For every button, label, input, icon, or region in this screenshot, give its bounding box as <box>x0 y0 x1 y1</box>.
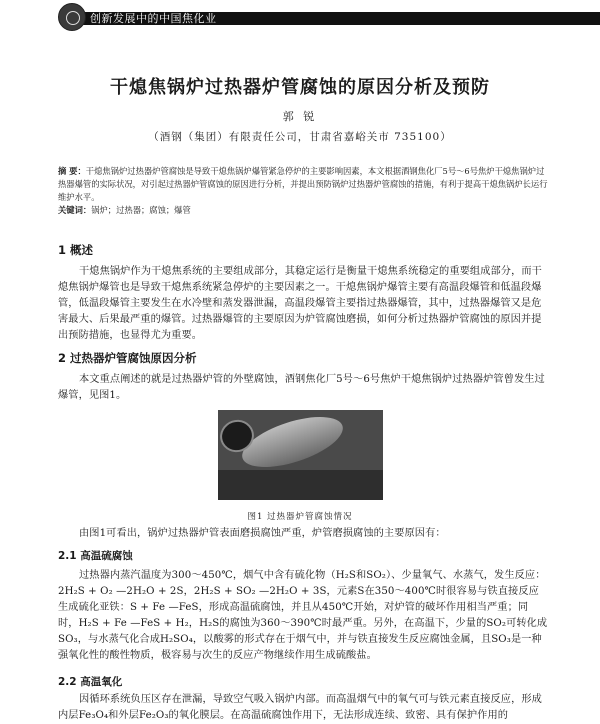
section-2-paragraph: 本文重点阐述的就是过热器炉管的外壁腐蚀，酒钢焦化厂5号～6号焦炉干熄焦锅炉过热器炉管曾发生过爆管，见图1。 <box>58 374 545 401</box>
abstract-label: 摘 要： <box>58 166 86 176</box>
section-1-heading: 1 概述 <box>58 243 94 257</box>
section-2-2-heading: 2.2 高温氧化 <box>58 676 123 688</box>
figure-1-caption: 图1 过热器炉管腐蚀情况 <box>247 512 353 522</box>
abstract <box>58 165 548 217</box>
journal-name: 创新发展中的中国焦化业 <box>90 12 217 25</box>
section-2-paragraph-2: 由图1可看出，锅炉过热器炉管表面磨损腐蚀严重，炉管磨损腐蚀的主要原因有： <box>79 528 446 539</box>
section-2-heading: 2 过热器炉管腐蚀原因分析 <box>58 351 197 365</box>
author: 郭 锐 <box>282 110 318 123</box>
journal-logo-icon <box>58 3 86 31</box>
paper-title: 干熄焦锅炉过热器炉管腐蚀的原因分析及预防 <box>110 77 490 98</box>
figure-background <box>218 470 383 500</box>
section-1-paragraph: 干熄焦锅炉作为干熄焦系统的主要组成部分，其稳定运行是衡量干熄焦系统稳定的重要组成部分，而干熄焦锅炉爆管也是导致干熄焦系统紧急停炉的主要因素之一。干熄焦锅炉爆管主要有高温段爆管和低温段爆管，低温段爆管主要发生在水冷壁和蒸发器泄漏，高温段爆管主要指过热器爆管，其中，过热器爆管又是危害最大、后果最严重的爆管。过热器爆管的主要原因为炉管腐蚀磨损，如何分析过热器炉管腐蚀的原因并提出预防措施，也显得尤为重要。 <box>58 266 542 341</box>
keywords: 锅炉；过热器；腐蚀；爆管 <box>91 205 191 215</box>
section-2-2-paragraph: 因循环系统负压区存在泄漏，导致空气吸入锅炉内部。而高温烟气中的氧气可与铁元素直接反应，形成内层Fe₃O₄和外层Fe₂O₃的氧化膜层。在高温硫腐蚀作用下，无法形成连续、致密、具有保护作用的 <box>58 694 542 721</box>
section-2-1-paragraph: 过热器内蒸汽温度为300～450℃，烟气中含有硫化物（H₂S和SO₂）、少量氧气、水蒸气，发生反应：2H₂S + O₂ —2H₂O + 2S，2H₂S + SO₂ —2H₂O + 3S，元素S在350～400℃时很容易与铁直接反应生成硫化亚铁：S + Fe —FeS，形成高温硫腐蚀，并且从450℃开始，对炉管的破坏作用相当严重；同时，H₂S + Fe —FeS + H₂，H₂S的腐蚀为360～390℃时最严重。另外，在高温下，少量的SO₂可转化成SO₃，与水蒸气化合成H₂SO₄，以酸雾的形式存在于烟气中，并与铁直接发生反应腐蚀金属，且SO₃是一种强氧化性的酸性物质，极容易与次生的反应产物继续作用生成硫酸盐。 <box>58 570 548 661</box>
figure-1-image <box>218 410 383 500</box>
keywords-label: 关键词： <box>58 205 92 215</box>
journal-header <box>0 0 600 32</box>
pipe-shape <box>236 410 348 477</box>
abstract-text: 干熄焦锅炉过热器炉管腐蚀是导致干熄焦锅炉爆管紧急停炉的主要影响因素，本文根据酒钢焦化厂5号～6号焦炉干熄焦锅炉过热器爆管的实际状况，对引起过热器炉管腐蚀的原因进行分析，并提出预防锅炉过热器炉管腐蚀的措施，有利于提高干熄焦锅炉长运行维护水平。 <box>58 166 548 202</box>
section-2-1-heading: 2.1 高温硫腐蚀 <box>58 550 133 562</box>
affiliation: （酒钢（集团）有限责任公司，甘肃省嘉峪关市 735100） <box>148 131 452 143</box>
